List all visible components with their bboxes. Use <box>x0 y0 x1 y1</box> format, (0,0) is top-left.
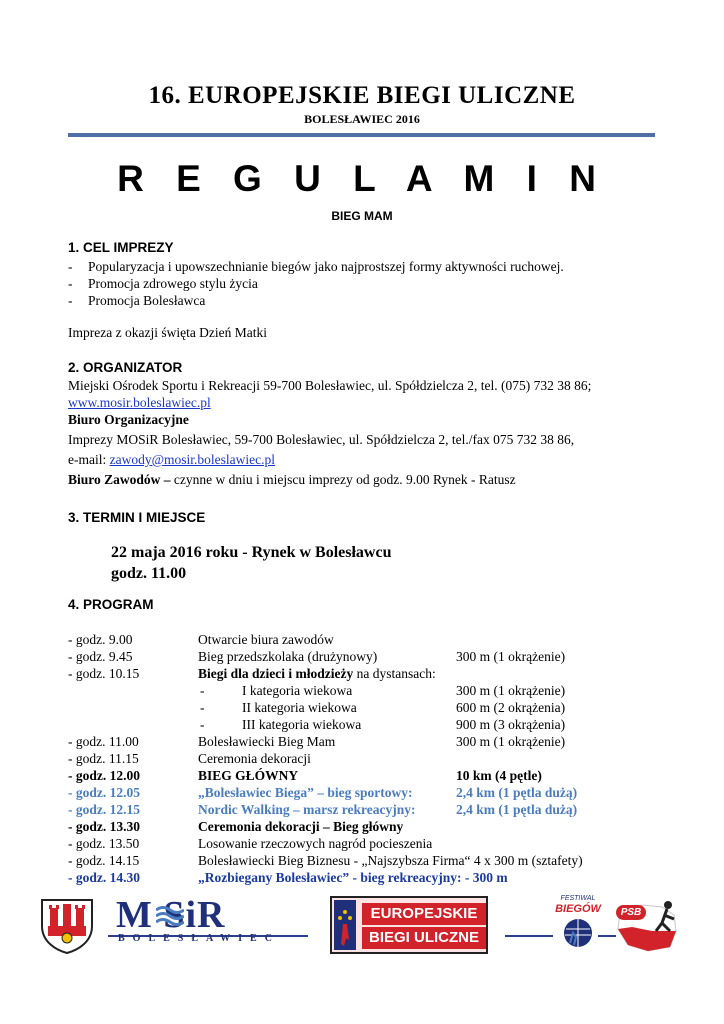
category-name: I kategoria wiekowa <box>242 683 353 698</box>
section-4-heading: 4. PROGRAM <box>68 597 154 612</box>
ebu-logo-line1: EUROPEJSKIE <box>362 903 486 925</box>
ebu-logo-line2: BIEGI ULICZNE <box>362 927 486 949</box>
program-time: - godz. 9.45 <box>68 649 133 664</box>
ebu-logo <box>330 896 488 954</box>
eu-flag-icon <box>334 900 356 950</box>
program-distance: 900 m (3 okrążenia) <box>456 717 566 732</box>
event-date-place: 22 maja 2016 roku - Rynek w Bolesławcu <box>111 544 392 561</box>
psb-badge: PSB <box>616 905 646 920</box>
festiwal-top-text: FESTIWAL <box>560 895 596 902</box>
contest-office-text: czynne w dniu i miejscu imprezy od godz. 9.00 Rynek - Ratusz <box>170 472 516 487</box>
program-time: - godz. 12.05 <box>68 785 140 800</box>
program-time: - godz. 13.30 <box>68 819 140 834</box>
program-time: - godz. 12.15 <box>68 802 140 817</box>
category-dash: - <box>200 700 205 715</box>
list-item <box>68 276 258 293</box>
document-subheading: BIEG MAM <box>331 209 393 223</box>
bullet-dash: - <box>68 276 73 291</box>
office-address: Imprezy MOSiR Bolesławiec, 59-700 Bolesławiec, ul. Spółdzielcza 2, tel./fax 075 732 38 86, <box>68 432 575 447</box>
program-time: - godz. 12.00 <box>68 768 140 783</box>
footer-rule-mid <box>505 935 553 937</box>
program-event: Bolesławiecki Bieg Biznesu - „Najszybsza Firma“ 4 x 300 m (sztafety) <box>198 853 583 868</box>
program-distance: 600 m (2 okrążenia) <box>456 700 566 715</box>
program-time: - godz. 14.30 <box>68 870 140 885</box>
psb-logo <box>612 897 684 953</box>
program-event: Bolesławiecki Bieg Mam <box>198 734 336 749</box>
organizer-address: Miejski Ośrodek Sportu i Rekreacji 59-700 Bolesławiec, ul. Spółdzielcza 2, tel. (075) 732 38 86; <box>68 378 592 393</box>
program-distance: 2,4 km (1 pętla dużą) <box>456 785 578 800</box>
program-time: - godz. 11.00 <box>68 734 139 749</box>
document-heading: R E G U L A M I N <box>117 158 607 199</box>
bullet-dash: - <box>68 259 73 274</box>
program-event: Ceremonia dekoracji <box>198 751 311 766</box>
header-divider <box>68 133 655 137</box>
category-dash: - <box>200 717 205 732</box>
program-event: Otwarcie biura zawodów <box>198 632 334 647</box>
program-event: Ceremonia dekoracji – Bieg główny <box>198 819 404 834</box>
event-subtitle: BOLESŁAWIEC 2016 <box>304 112 420 126</box>
list-item <box>68 259 564 276</box>
mosir-logo-sub: BOLESŁAWIEC <box>118 933 280 944</box>
program-distance: 2,4 km (1 pętla dużą) <box>456 802 578 817</box>
email-line <box>68 452 275 469</box>
program-distance: 10 km (4 pętle) <box>456 768 542 783</box>
category-name: II kategoria wiekowa <box>242 700 357 715</box>
program-distance: 300 m (1 okrążenie) <box>456 683 566 698</box>
list-item <box>68 293 206 310</box>
contest-office-label: Biuro Zawodów – <box>68 472 171 487</box>
program-event: Bieg przedszkolaka (drużynowy) <box>198 649 378 664</box>
bullet-text: Popularyzacja i upowszechnianie biegów jako najprostszej formy aktywności ruchowej. <box>88 259 564 274</box>
email-label: e-mail: <box>68 452 110 467</box>
program-time: - godz. 11.15 <box>68 751 139 766</box>
program-time: - godz. 9.00 <box>68 632 133 647</box>
festiwal-biegow-logo <box>555 895 601 949</box>
website-link[interactable]: www.mosir.boleslawiec.pl <box>68 395 211 410</box>
category-dash: - <box>200 683 205 698</box>
globe-icon <box>562 917 594 949</box>
program-distance: 300 m (1 okrążenie) <box>456 649 566 664</box>
program-event: Nordic Walking – marsz rekreacyjny: <box>198 802 416 817</box>
section-1-heading: 1. CEL IMPREZY <box>68 240 174 255</box>
festiwal-main-text: BIEGÓW <box>555 903 601 915</box>
section-3-heading: 3. TERMIN I MIEJSCE <box>68 510 206 525</box>
occasion-note: Impreza z okazji święta Dzień Matki <box>68 325 268 340</box>
mosir-logo-text: M SiR <box>116 894 226 936</box>
program-distance: 300 m (1 okrążenie) <box>456 734 566 749</box>
program-event-bold: Biegi dla dzieci i młodzieży <box>198 666 354 681</box>
section-2-heading: 2. ORGANIZATOR <box>68 360 183 375</box>
program-time: - godz. 10.15 <box>68 666 140 681</box>
email-link[interactable]: zawody@mosir.boleslawiec.pl <box>109 452 276 467</box>
contest-office-line <box>68 472 516 489</box>
program-time: - godz. 14.15 <box>68 853 140 868</box>
event-title: 16. EUROPEJSKIE BIEGI ULICZNE <box>148 82 576 109</box>
mosir-logo <box>116 895 298 947</box>
program-event: „Bolesławiec Biega” – bieg sportowy: <box>198 785 413 800</box>
program-event: „Rozbiegany Bolesławiec” - bieg rekreacyjny: - 300 m <box>198 870 508 885</box>
program-event <box>198 665 436 682</box>
program-event-rest: na dystansach: <box>353 666 436 681</box>
wave-icon <box>156 905 184 927</box>
bullet-dash: - <box>68 293 73 308</box>
category-name: III kategoria wiekowa <box>242 717 362 732</box>
event-time: godz. 11.00 <box>111 565 187 582</box>
program-event: BIEG GŁÓWNY <box>198 768 299 783</box>
city-crest-icon <box>38 896 96 954</box>
bullet-text: Promocja zdrowego stylu życia <box>88 276 258 291</box>
program-time: - godz. 13.50 <box>68 836 140 851</box>
bullet-text: Promocja Bolesławca <box>88 293 206 308</box>
program-event: Losowanie rzeczowych nagród pocieszenia <box>198 836 433 851</box>
office-label: Biuro Organizacyjne <box>68 412 189 427</box>
